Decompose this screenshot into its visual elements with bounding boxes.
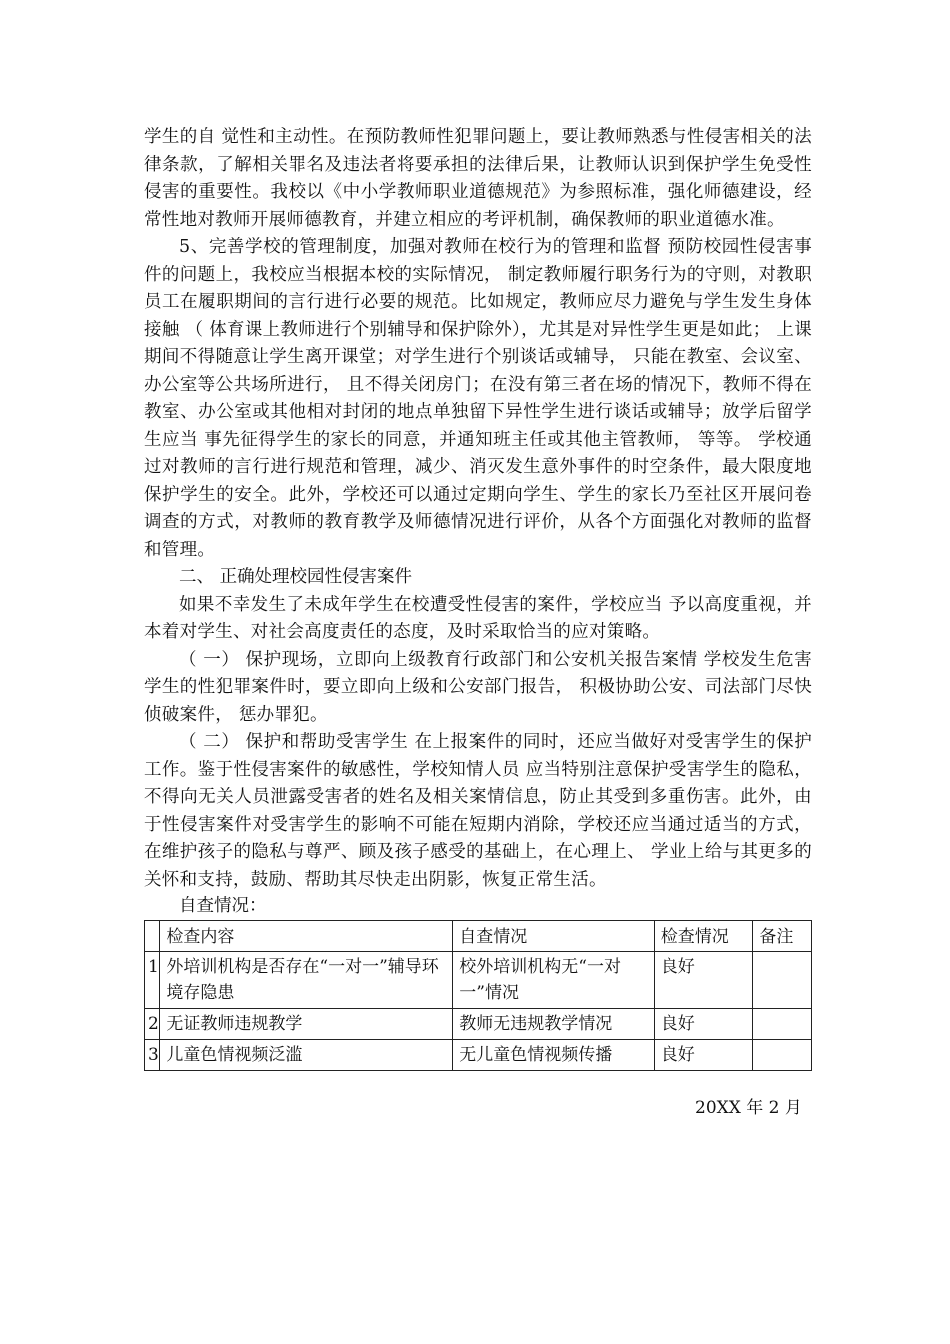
row-inspection: 良好 [654, 1040, 753, 1071]
paragraph-response-strategy: 如果不幸发生了未成年学生在校遭受性侵害的案件，学校应当 予以高度重视，并本着对学生、对社会高度责任的态度，及时采取恰当的应对策略。 [144, 594, 812, 642]
header-inspection: 检查情况 [654, 921, 753, 952]
table-row [145, 1040, 812, 1071]
row-self-check: 校外培训机构无“一对一”情况 [453, 952, 654, 1009]
header-index [145, 921, 160, 952]
section-heading-handling-cases: 二、 正确处理校园性侵害案件 [179, 567, 413, 587]
document-body [144, 124, 812, 1071]
row-index: 3 [145, 1040, 160, 1071]
row-self-check: 教师无违规教学情况 [453, 1009, 654, 1040]
self-check-table [144, 920, 812, 1071]
paragraph-protect-scene: （ 一） 保护现场，立即向上级教育行政部门和公安机关报告案情 学校发生危害学生的性犯罪案件时，要立即向上级和公安部门报告， 积极协助公安、司法部门尽快侦破案件， 惩办罪犯。 [144, 649, 812, 725]
row-remarks [753, 952, 812, 1009]
row-check-content: 外培训机构是否存在“一对一”辅导环境存隐患 [160, 952, 453, 1009]
row-remarks [753, 1009, 812, 1040]
header-check-content: 检查内容 [160, 921, 453, 952]
table-row [145, 1009, 812, 1040]
table-header-row [145, 921, 812, 952]
document-date: 20XX 年 2 月 [695, 1098, 802, 1118]
row-check-content: 儿童色情视频泛滥 [160, 1040, 453, 1071]
paragraph-protect-victim: （ 二） 保护和帮助受害学生 在上报案件的同时，还应当做好对受害学生的保护工作。鉴于性侵害案件的敏感性，学校知情人员 应当特别注意保护受害学生的隐私，不得向无关人员泄露受害者的姓名及相关案情信息，防止其受到多重伤害。此外，由于性侵害案件对受害学生的影响不可能在短期内消除，学校还应当通过适当的方式，在维护孩子的隐私与尊严、顾及孩子感受的基础上，在心理上、 学业上给与其更多的关怀和支持，鼓励、帮助其尽快走出阴影，恢复正常生活。 [144, 732, 812, 890]
paragraph-management-system: 5、完善学校的管理制度，加强对教师在校行为的管理和监督 预防校园性侵害事件的问题上，我校应当根据本校的实际情况， 制定教师履行职务行为的守则，对教职员工在履职期间的言行进行必要的规范。比如规定，教师应尽力避免与学生发生身体接触 （ 体育课上教师进行个别辅导和保护除外），尤其是对异性学生更是如此； 上课期间不得随意让学生离开课堂；对学生进行个别谈话或辅导， 只能在教室、会议室、 办公室等公共场所进行， 且不得关闭房门；在没有第三者在场的情况下，教师不得在教室、办公室或其他相对封闭的地点单独留下异性学生进行谈话或辅导；放学后留学生应当 事先征得学生的家长的同意，并通知班主任或其他主管教师， 等等。 学校通过对教师的言行进行规范和管理，减少、消灭发生意外事件的时空条件，最大限度地保护学生的安全。此外，学校还可以通过定期向学生、学生的家长乃至社区开展问卷调查的方式，对教师的教育教学及师德情况进行评价，从各个方面强化对教师的监督和管理。 [144, 237, 812, 560]
row-check-content: 无证教师违规教学 [160, 1009, 453, 1040]
row-index: 1 [145, 952, 160, 1009]
self-check-title: 自查情况： [179, 896, 267, 916]
header-self-check: 自查情况 [453, 921, 654, 952]
paragraph-continuation: 学生的自 觉性和主动性。在预防教师性犯罪问题上，要让教师熟悉与性侵害相关的法律条款，了解相关罪名及违法者将要承担的法律后果，让教师认识到保护学生免受性侵害的重要性。我校以《中小学教师职业道德规范》为参照标准，强化师德建设，经常性地对教师开展师德教育，并建立相应的考评机制，确保教师的职业道德水准。 [144, 127, 812, 230]
row-inspection: 良好 [654, 952, 753, 1009]
table-row [145, 952, 812, 1009]
row-remarks [753, 1040, 812, 1071]
row-self-check: 无儿童色情视频传播 [453, 1040, 654, 1071]
row-inspection: 良好 [654, 1009, 753, 1040]
row-index: 2 [145, 1009, 160, 1040]
header-remarks: 备注 [753, 921, 812, 952]
